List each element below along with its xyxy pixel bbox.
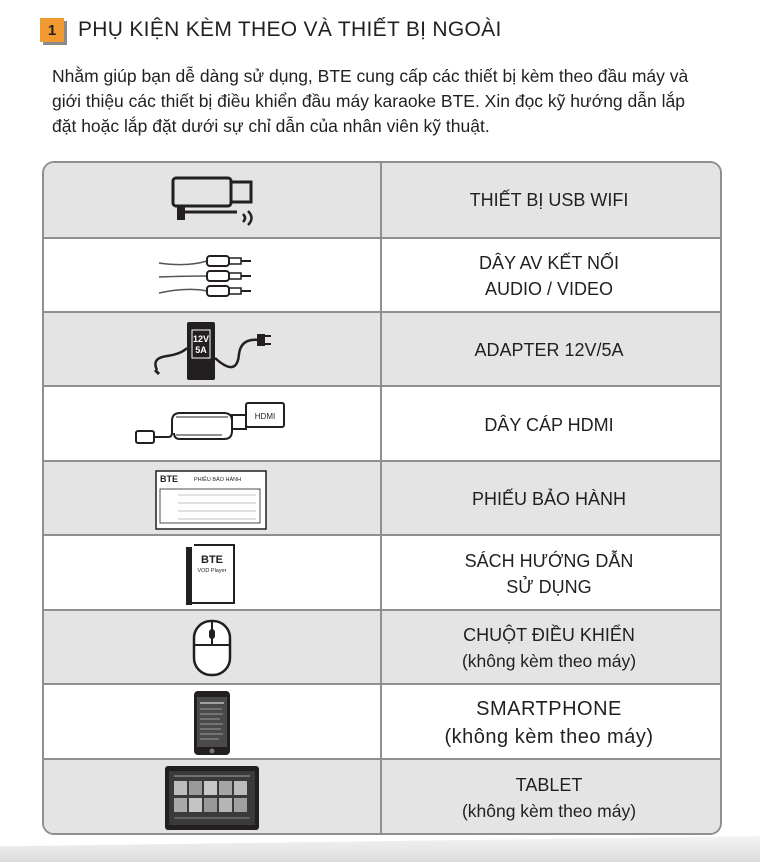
intro-paragraph <box>52 64 722 139</box>
item-label-line: ADAPTER 12V/5A <box>474 340 624 360</box>
table-row <box>44 758 720 835</box>
hdmi-connector-label: HDMI <box>254 411 276 421</box>
item-label <box>380 387 718 462</box>
table-row <box>44 534 720 611</box>
item-label <box>380 685 718 760</box>
item-label <box>380 239 718 313</box>
section-header <box>40 14 502 46</box>
item-label-line: DÂY CÁP HDMI <box>484 414 614 435</box>
table-row <box>44 311 720 387</box>
warranty-card-icon <box>44 462 380 536</box>
item-label-line: (không kèm theo máy) <box>444 725 654 748</box>
item-label-line: SÁCH HƯỚNG DẪN <box>464 550 634 571</box>
item-label-line: PHIẾU BẢO HÀNH <box>471 489 627 509</box>
adapter-label-bottom: 5A <box>195 345 207 355</box>
item-label-line: CHUỘT ĐIỀU KHIỂN <box>463 625 635 645</box>
table-row <box>44 683 720 760</box>
item-label <box>380 313 718 387</box>
hdmi-cable-icon <box>44 387 380 462</box>
item-label-line: SMARTPHONE <box>476 697 622 720</box>
item-label <box>380 760 718 835</box>
section-title: PHỤ KIỆN KÈM THEO VÀ THIẾT BỊ NGOÀI <box>78 18 502 41</box>
intro-line: đặt hoặc lắp đặt dưới sự chỉ dẫn của nhân viên kỹ thuật. <box>52 116 490 136</box>
item-label-line: DÂY AV KẾT NỐI <box>478 253 620 273</box>
usb-wifi-icon <box>44 163 380 237</box>
item-label-line: THIẾT BỊ USB WIFI <box>469 190 629 210</box>
manual-brand: BTE <box>201 553 223 566</box>
mouse-icon <box>44 611 380 685</box>
item-label-line: TABLET <box>515 774 583 795</box>
bottom-decorative-band <box>0 836 760 862</box>
table-row <box>44 163 720 237</box>
item-label <box>380 462 718 536</box>
item-label <box>380 536 718 611</box>
intro-line: giới thiệu các thiết bị điều khiển đầu máy karaoke BTE. Xin đọc kỹ hướng dẫn lắp <box>52 91 685 111</box>
adapter-icon <box>44 313 380 387</box>
tablet-icon <box>44 760 380 835</box>
item-label-line: AUDIO / VIDEO <box>484 279 614 299</box>
warranty-brand: BTE <box>160 474 178 484</box>
item-label-line: (không kèm theo máy) <box>461 651 637 671</box>
warranty-card-title: PHIẾU BẢO HÀNH <box>194 477 242 483</box>
item-label-line: SỬ DỤNG <box>506 576 592 597</box>
adapter-label-top: 12V <box>192 334 210 344</box>
item-label-line: (không kèm theo máy) <box>461 800 637 821</box>
accessories-table <box>42 161 722 835</box>
item-label <box>380 163 718 237</box>
table-row <box>44 237 720 313</box>
intro-line: Nhằm giúp bạn dễ dàng sử dụng, BTE cung cấp các thiết bị kèm theo đầu máy và <box>52 66 689 86</box>
smartphone-icon <box>44 685 380 760</box>
table-row <box>44 460 720 536</box>
table-row <box>44 609 720 685</box>
manual-subtitle: VOD Player <box>197 567 227 574</box>
item-label <box>380 611 718 685</box>
manual-icon <box>44 536 380 611</box>
table-row <box>44 385 720 462</box>
av-cable-icon <box>44 239 380 313</box>
section-number-badge: 1 <box>40 18 64 42</box>
